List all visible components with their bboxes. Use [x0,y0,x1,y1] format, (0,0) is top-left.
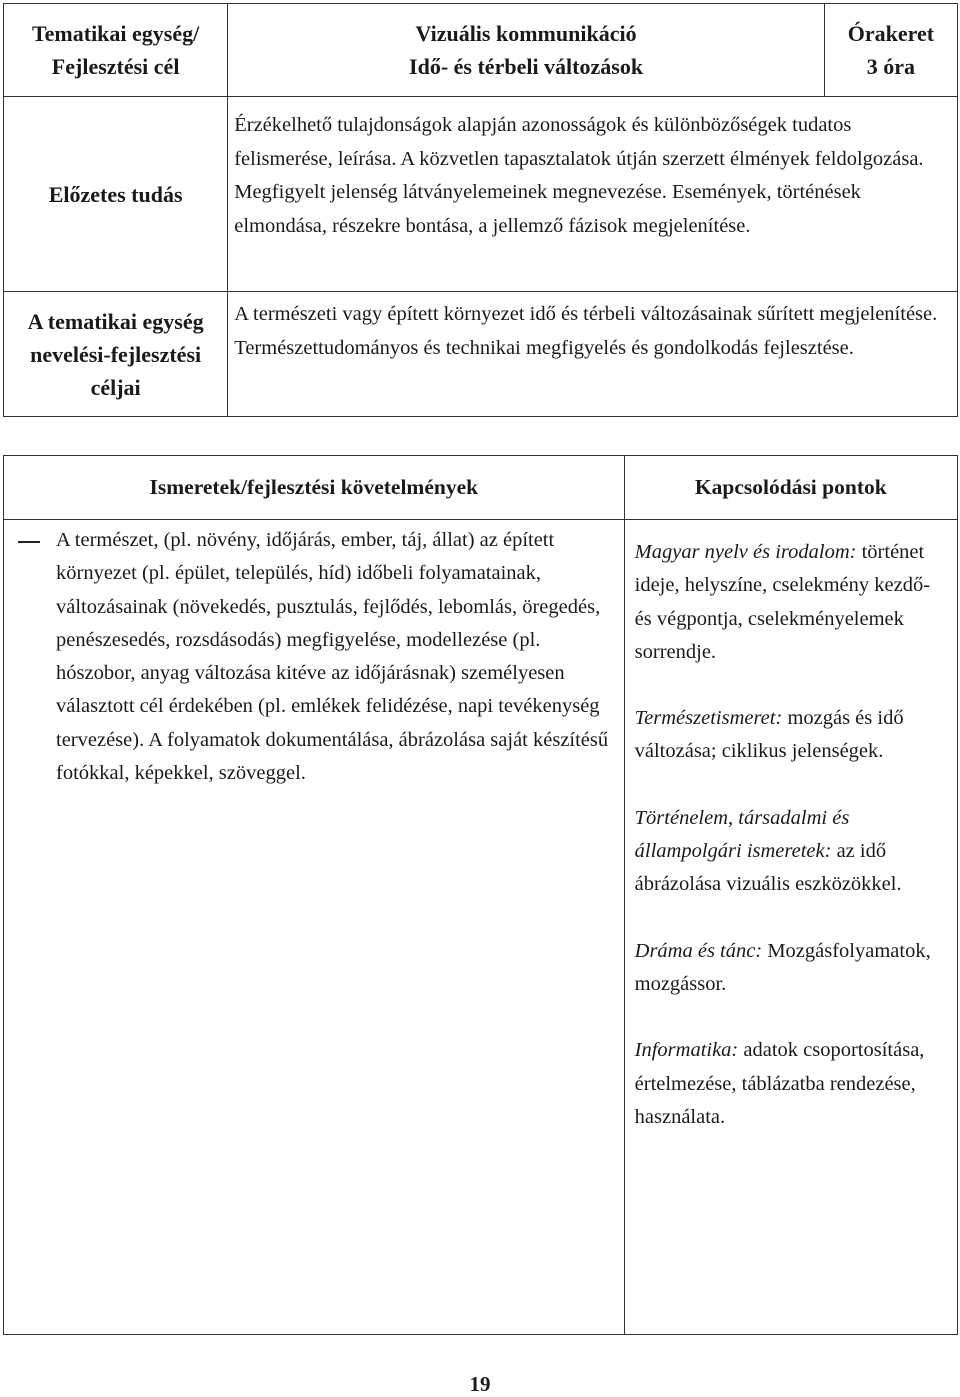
connection-item [635,1034,949,1134]
time-frame-label: Órakeret [847,21,935,46]
time-frame [824,4,957,97]
connections-header: Kapcsolódási pontok [624,456,957,520]
goals-row [4,292,958,417]
requirements-header-row [4,456,958,520]
prior-knowledge-row [4,97,958,292]
connection-subject: Magyar nyelv és irodalom: [634,541,857,563]
connection-text: történet ideje, helyszíne, cselekmény kezdő- és végpontja, cselekményelemek sorrendje. [634,541,931,663]
connection-subject: Természetismeret: [634,707,783,730]
requirement-item-text: A természet, (pl. növény, időjárás, ember, táj, állat) az épített környezet (pl. épület, település, híd) időbeli folyamatainak, változásainak (növekedés, pusztulás, fejlődés, lebomlás, öregedés, penészesedés, rozsdásodás) megfigyelése, modellezése (pl. hószobor, anyag változása kitéve az időjárásnak) személyesen választott cél érdekében (pl. emlékek felidézése, napi tevékenység tervezése). A folyamatok dokumentálása, ábrázolása saját készítésű fotókkal, képekkel, szöveggel. [56,529,609,785]
connection-text: Mozgásfolyamatok, mozgássor. [634,939,931,995]
unit-header-row [4,4,958,97]
goals-label-line3: céljai [90,374,141,400]
connection-subject: Dráma és tánc: [634,939,763,962]
connection-subject: Informatika: [634,1039,739,1062]
connection-item [635,536,949,669]
unit-info-table [3,3,958,417]
requirements-header: Ismeretek/fejlesztési követelmények [4,456,625,520]
goals-text: A természeti vagy épített környezet idő és térbeli változásainak sűrített megjelenítése. Természettudományos és technikai megfigyelés és gondolkodás fejlesztése. [228,292,958,417]
unit-title-line1: Vizuális kommunikáció [415,21,637,46]
requirements-cell [4,520,625,1335]
requirements-body-row [4,520,958,1335]
unit-header-label-line1: Tematikai egység/ [32,21,200,46]
connections-cell [624,520,957,1335]
unit-title [228,4,825,97]
connection-text: az idő ábrázolása vizuális eszközökkel. [634,840,902,896]
time-frame-value: 3 óra [866,54,916,79]
connection-item [635,802,949,902]
goals-label-line1: A tematikai egység [27,308,204,334]
goals-label [4,292,228,417]
prior-knowledge-label: Előzetes tudás [4,97,228,292]
goals-label-line2: nevelési-fejlesztési [30,341,202,367]
requirement-item [4,524,610,790]
connection-text: mozgás és idő változása; ciklikus jelenségek. [634,707,904,763]
connection-item [635,702,949,769]
dash-bullet-icon [18,541,40,543]
requirements-table [3,455,958,1335]
connection-item [635,935,949,1002]
unit-header-label [4,4,228,97]
page-number: 19 [469,1372,491,1396]
unit-title-line2: Idő- és térbeli változások [409,54,644,79]
connection-subject: Történelem, társadalmi és állampolgári ismeretek: [634,806,850,863]
connection-text: adatok csoportosítása, értelmezése, táblázatba rendezése, használata. [634,1039,925,1128]
unit-header-label-line2: Fejlesztési cél [51,54,180,79]
prior-knowledge-text: Érzékelhető tulajdonságok alapján azonosságok és különbözőségek tudatos felismerése, leírása. A közvetlen tapasztalatok útján szerzett élmények feldolgozása. Megfigyelt jelenség látványelemeinek megnevezése. Események, történések elmondása, részekre bontása, a jellemző fázisok megjelenítése. [228,97,958,292]
